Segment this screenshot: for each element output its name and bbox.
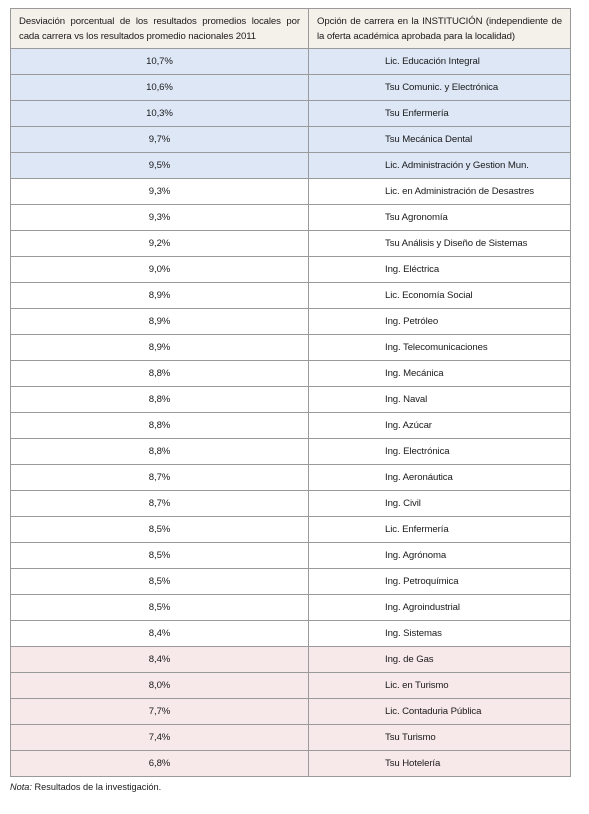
career-cell: Lic. Contaduria Pública (309, 699, 571, 725)
table-row (11, 257, 571, 283)
career-cell: Ing. de Gas (309, 647, 571, 673)
table-row (11, 647, 571, 673)
table-row (11, 621, 571, 647)
career-cell: Lic. Economía Social (309, 283, 571, 309)
career-cell: Ing. Sistemas (309, 621, 571, 647)
table-row (11, 361, 571, 387)
career-cell: Ing. Azúcar (309, 413, 571, 439)
table-row (11, 179, 571, 205)
table-note (10, 782, 161, 792)
career-cell: Ing. Civil (309, 491, 571, 517)
table-body (11, 49, 571, 777)
career-cell: Ing. Mecánica (309, 361, 571, 387)
career-cell: Lic. Enfermería (309, 517, 571, 543)
table-row (11, 205, 571, 231)
career-cell: Tsu Agronomía (309, 205, 571, 231)
career-cell: Ing. Electrónica (309, 439, 571, 465)
career-cell: Tsu Hotelería (309, 751, 571, 777)
deviation-cell: 7,7% (11, 699, 309, 725)
career-cell: Tsu Enfermería (309, 101, 571, 127)
table-header-row (11, 9, 571, 49)
deviation-cell: 8,5% (11, 517, 309, 543)
deviation-cell: 8,8% (11, 439, 309, 465)
deviation-cell: 10,6% (11, 75, 309, 101)
career-cell: Ing. Petroquímica (309, 569, 571, 595)
table-row (11, 283, 571, 309)
career-cell: Ing. Aeronáutica (309, 465, 571, 491)
career-cell: Ing. Agrónoma (309, 543, 571, 569)
table-row (11, 101, 571, 127)
table-row (11, 413, 571, 439)
table-row (11, 491, 571, 517)
note-label: Nota: (10, 782, 32, 792)
deviation-cell: 9,3% (11, 179, 309, 205)
career-cell: Ing. Agroindustrial (309, 595, 571, 621)
deviation-cell: 9,3% (11, 205, 309, 231)
deviation-cell: 8,9% (11, 335, 309, 361)
deviation-cell: 8,8% (11, 387, 309, 413)
table-row (11, 309, 571, 335)
deviation-cell: 8,7% (11, 491, 309, 517)
table-row (11, 231, 571, 257)
deviation-column-header: Desviación porcentual de los resultados promedios locales por cada carrera vs los resultados promedio nacionales 2011 (11, 9, 309, 49)
career-cell: Ing. Eléctrica (309, 257, 571, 283)
table-row (11, 673, 571, 699)
table-row (11, 387, 571, 413)
deviation-cell: 8,8% (11, 413, 309, 439)
table-row (11, 75, 571, 101)
table-row (11, 127, 571, 153)
deviation-cell: 7,4% (11, 725, 309, 751)
deviation-cell: 10,3% (11, 101, 309, 127)
deviation-cell: 8,8% (11, 361, 309, 387)
deviation-cell: 8,9% (11, 309, 309, 335)
career-cell: Lic. en Administración de Desastres (309, 179, 571, 205)
deviation-cell: 8,9% (11, 283, 309, 309)
table-row (11, 543, 571, 569)
deviation-cell: 6,8% (11, 751, 309, 777)
career-cell: Ing. Telecomunicaciones (309, 335, 571, 361)
table-row (11, 569, 571, 595)
career-cell: Ing. Petróleo (309, 309, 571, 335)
table-row (11, 595, 571, 621)
deviation-cell: 8,5% (11, 543, 309, 569)
table-row (11, 751, 571, 777)
deviation-cell: 9,0% (11, 257, 309, 283)
career-cell: Tsu Turismo (309, 725, 571, 751)
deviation-cell: 9,2% (11, 231, 309, 257)
table-row (11, 49, 571, 75)
deviation-cell: 8,4% (11, 647, 309, 673)
career-cell: Lic. Educación Integral (309, 49, 571, 75)
table-row (11, 465, 571, 491)
career-cell: Lic. en Turismo (309, 673, 571, 699)
table-row (11, 335, 571, 361)
career-cell: Tsu Comunic. y Electrónica (309, 75, 571, 101)
career-cell: Tsu Mecánica Dental (309, 127, 571, 153)
deviation-cell: 8,5% (11, 569, 309, 595)
career-column-header: Opción de carrera en la INSTITUCIÓN (independiente de la oferta académica aprobada para la localidad) (309, 9, 571, 49)
note-text: Resultados de la investigación. (31, 782, 162, 792)
career-deviation-table (10, 8, 571, 777)
career-cell: Ing. Naval (309, 387, 571, 413)
deviation-cell: 8,4% (11, 621, 309, 647)
career-cell: Lic. Administración y Gestion Mun. (309, 153, 571, 179)
deviation-cell: 8,0% (11, 673, 309, 699)
deviation-cell: 9,7% (11, 127, 309, 153)
table-row (11, 699, 571, 725)
deviation-cell: 8,5% (11, 595, 309, 621)
table-row (11, 153, 571, 179)
table-row (11, 517, 571, 543)
table-row (11, 439, 571, 465)
deviation-cell: 8,7% (11, 465, 309, 491)
deviation-cell: 10,7% (11, 49, 309, 75)
career-cell: Tsu Análisis y Diseño de Sistemas (309, 231, 571, 257)
deviation-cell: 9,5% (11, 153, 309, 179)
table-row (11, 725, 571, 751)
